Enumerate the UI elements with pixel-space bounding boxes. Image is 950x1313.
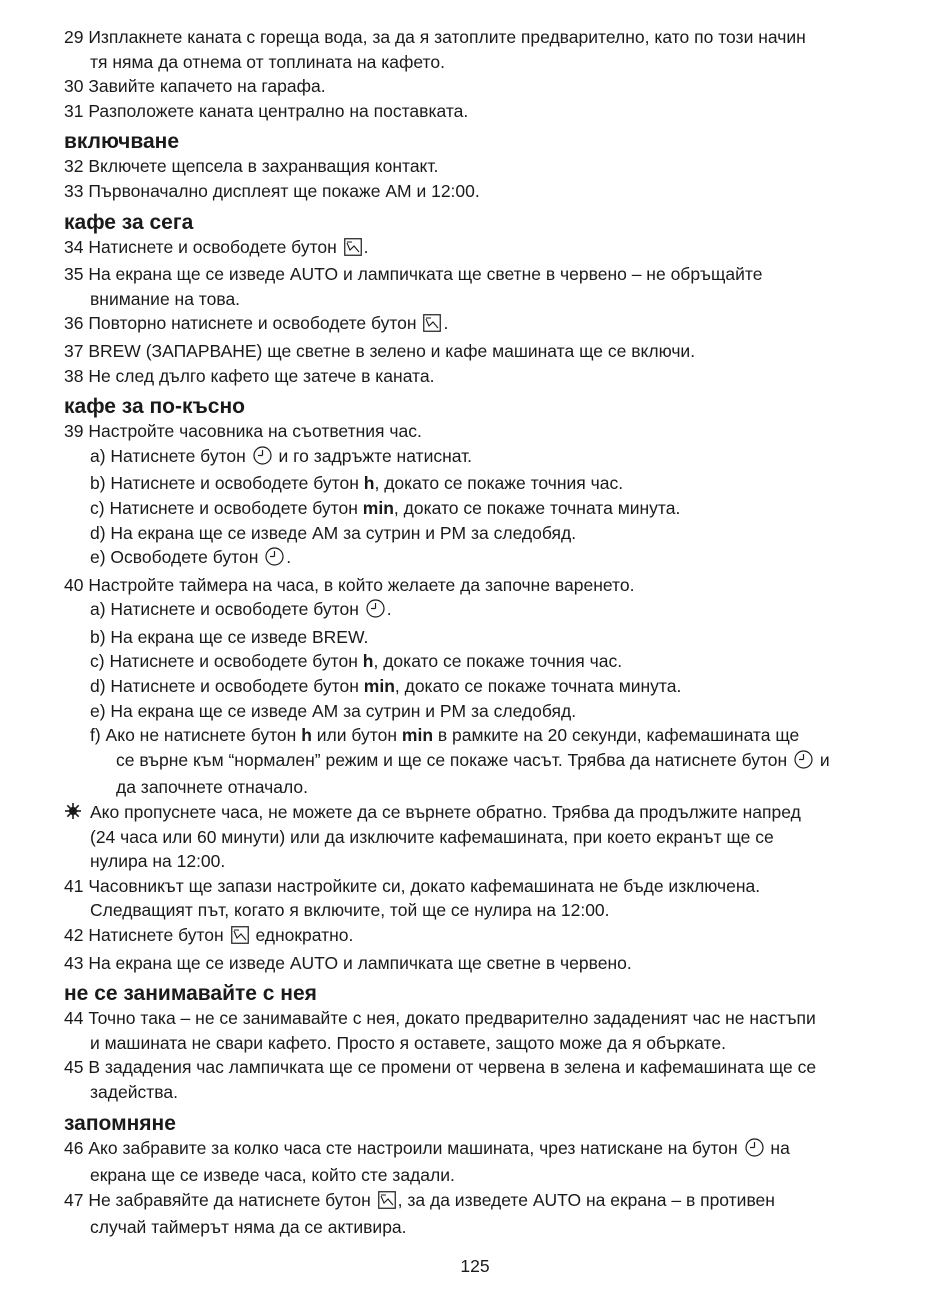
step-35: 35 На екрана ще се изведе AUTO и лампичката ще светне в червено – не обръщайте [64, 264, 763, 285]
step-38: 38 Не след дълго кафето ще затече в каната. [64, 365, 435, 386]
step-34 [64, 235, 894, 263]
step-47-cont: случай таймерът няма да се активира. [90, 1217, 407, 1238]
step-40c-end: , докато се покаже точния час. [373, 651, 623, 672]
step-40b: b) На екрана ще се изведе BREW. [90, 626, 369, 647]
step-42-end: еднократно. [255, 925, 354, 945]
step-39e-text: e) Освободете бутон [90, 547, 259, 568]
step-40a-text: a) Натиснете и освободете бутон [90, 599, 359, 620]
manual-page [64, 25, 894, 1240]
step-39c-end: , докато се покаже точната минута. [393, 497, 681, 518]
step-42 [64, 923, 894, 951]
section-heading-coffee-later: кафе за по-късно [64, 395, 245, 419]
step-39a-end: и го задръжте натиснат. [278, 445, 473, 466]
step-46-cont: екрана ще се изведе часа, който сте задали. [90, 1165, 455, 1186]
step-40f-text4: се върне към “нормален” режим и ще се покаже часът. Трябва да натиснете бутон [116, 749, 788, 770]
step-39c-text: c) Натиснете и освободете бутон [90, 497, 358, 518]
step-40f-text5: и [819, 749, 830, 770]
page-number: 125 [460, 1256, 490, 1276]
step-42-text: 42 Натиснете бутон [64, 925, 224, 945]
tip-note [64, 800, 894, 874]
minute-button-label: min [363, 676, 395, 697]
step-44: 44 Точно така – не се занимавайте с нея, докато предварително зададеният час не настъпи [64, 1008, 816, 1029]
step-37: 37 BREW (ЗАПАРВАНЕ) ще светне в зелено и кафе машината ще се включи. [64, 340, 696, 361]
step-47 [64, 1188, 894, 1216]
step-40f [64, 723, 894, 748]
step-40: 40 Настройте таймера на часа, в който желаете да започне варенето. [64, 574, 635, 595]
step-46 [64, 1136, 894, 1164]
step-39: 39 Настройте часовника на съответния час. [64, 421, 422, 442]
minute-button-label: min [401, 725, 434, 746]
step-39b [64, 471, 894, 496]
step-39e-end: . [286, 547, 292, 568]
step-41: 41 Часовникът ще запази настройките си, докато кафемашината не бъде изключена. [64, 875, 761, 896]
step-44-cont: и машината не свари кафето. Просто я оставете, защото може да я объркате. [90, 1032, 726, 1053]
hour-button-label: h [362, 651, 374, 672]
step-40a [64, 597, 894, 625]
step-40f-cont2: да започнете отначало. [116, 777, 308, 798]
step-45-cont: задейства. [90, 1081, 178, 1102]
hour-button-label: h [301, 725, 312, 746]
step-39a-text: a) Натиснете бутон [90, 445, 246, 466]
step-36-text: 36 Повторно натиснете и освободете бутон [64, 313, 417, 334]
step-39b-text: b) Натиснете и освободете бутон [90, 473, 359, 494]
step-30: 30 Завийте капачето на гарафа. [64, 76, 326, 97]
step-29: 29 Изплакнете каната с гореща вода, за да я затоплите предварително, като по този начин [64, 27, 806, 47]
step-40d [64, 674, 894, 699]
tip-line-3: нулира на 12:00. [90, 851, 226, 872]
tip-line-2: (24 часа или 60 минути) или да изключите кафемашината, при което екранът ще се [90, 826, 774, 847]
step-34-text: 34 Натиснете и освободете бутон [64, 236, 337, 257]
step-45: 45 В зададения час лампичката ще се промени от червена в зелена и кафемашината ще се [64, 1057, 817, 1078]
step-34-end: . [363, 236, 369, 257]
step-46-end: на [770, 1137, 790, 1158]
step-40a-end: . [386, 599, 392, 620]
step-40f-text3: в рамките на 20 секунди, кафемашината ще [437, 725, 800, 746]
clock-button-icon [366, 599, 385, 625]
step-39a [64, 444, 894, 472]
step-40f-text: f) Ако не натиснете бутон [90, 725, 297, 746]
step-43: 43 На екрана ще се изведе AUTO и лампичката ще светне в червено. [64, 952, 632, 973]
auto-button-icon [378, 1191, 396, 1216]
step-33: 33 Първоначално дисплеят ще покаже AM и 12:00. [64, 180, 480, 201]
section-heading-coffee-now: кафе за сега [64, 210, 194, 234]
step-35-cont: внимание на това. [90, 288, 241, 309]
clock-button-icon [265, 547, 284, 573]
minute-button-label: min [362, 497, 394, 518]
step-39e [64, 545, 894, 573]
section-heading-memory: запомняне [64, 1111, 176, 1135]
step-40f-text2: или бутон [316, 725, 398, 746]
auto-button-icon [231, 926, 249, 951]
tip-star-icon [64, 800, 90, 874]
step-32: 32 Включете щепсела в захранващия контакт. [64, 156, 439, 177]
hour-button-label: h [363, 473, 375, 494]
step-39c [64, 496, 894, 521]
step-46-text: 46 Ако забравите за колко часа сте настроили машината, чрез натискане на бутон [64, 1137, 738, 1158]
tip-line-1: Ако пропуснете часа, не можете да се върнете обратно. Трябва да продължите напред [90, 802, 801, 823]
step-40d-text: d) Натиснете и освободете бутон [90, 676, 359, 697]
clock-button-icon [794, 750, 813, 776]
step-39d: d) На екрана ще се изведе AM за сутрин и PM за следобяд. [90, 522, 577, 543]
step-31: 31 Разположете каната централно на поставката. [64, 100, 469, 121]
auto-button-icon [423, 314, 441, 339]
step-29-cont: тя няма да отнема от топлината на кафето. [90, 51, 445, 72]
step-36-end: . [443, 313, 449, 334]
clock-button-icon [253, 446, 272, 472]
section-heading-leave-it: не се занимавайте с нея [64, 982, 317, 1006]
step-47-end: , за да изведете AUTO на екрана – в противен [397, 1189, 775, 1210]
section-heading-switch-on: включване [64, 130, 180, 154]
step-41-cont: Следващият път, когато я включите, той ще се нулира на 12:00. [90, 900, 610, 921]
step-47-text: 47 Не забравяйте да натиснете бутон [64, 1189, 371, 1210]
step-40f-cont [64, 748, 894, 776]
step-39b-end: , докато се покаже точния час. [374, 473, 624, 494]
step-40d-end: , докато се покаже точната минута. [394, 676, 682, 697]
auto-button-icon [344, 238, 362, 263]
clock-button-icon [745, 1138, 764, 1164]
step-40c-text: c) Натиснете и освободете бутон [90, 651, 358, 672]
step-40e: e) На екрана ще се изведе AM за сутрин и PM за следобяд. [90, 700, 577, 721]
step-36 [64, 311, 894, 339]
step-40c [64, 649, 894, 674]
